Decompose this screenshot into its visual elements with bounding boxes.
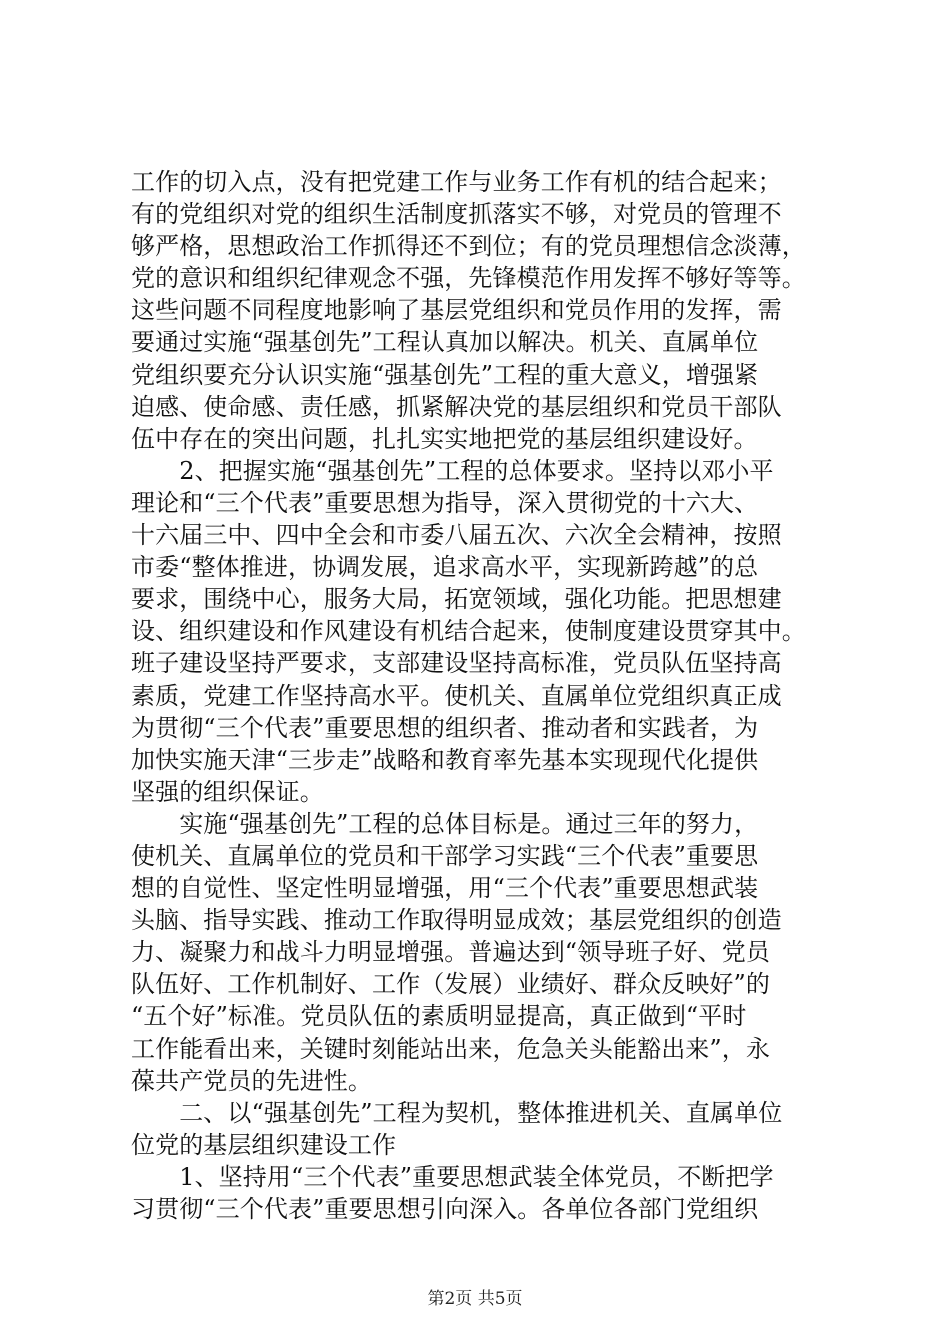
text-line: “五个好”标准。党员队伍的素质明显提高，真正做到“平时 (131, 1002, 747, 1031)
text-line: 头脑、指导实践、推动工作取得明显成效；基层党组织的创造 (131, 906, 782, 935)
text-line: 十六届三中、四中全会和市委八届五次、六次全会精神，按照 (131, 521, 782, 550)
page-number: 第2页 共5页 (427, 1289, 523, 1309)
text-line: 工作能看出来，关键时刻能站出来，危急关头能豁出来”，永 (131, 1034, 770, 1063)
body-text (131, 166, 831, 1225)
text-line: 理论和“三个代表”重要思想为指导，深入贯彻党的十六大、 (131, 488, 759, 517)
text-line: 伍中存在的突出问题，扎扎实实地把党的基层组织建设好。 (131, 424, 758, 453)
text-line: 够严格，思想政治工作抓得还不到位；有的党员理想信念淡薄， (131, 232, 806, 261)
text-line: 素质，党建工作坚持高水平。使机关、直属单位党组织真正成 (131, 681, 782, 710)
text-line: 想的自觉性、坚定性明显增强，用“三个代表”重要思想武装 (131, 874, 759, 903)
text-line: 党的意识和组织纪律观念不强，先锋模范作用发挥不够好等等。 (131, 264, 806, 293)
text-line: 位党的基层组织建设工作 (131, 1130, 397, 1159)
text-line: 这些问题不同程度地影响了基层党组织和党员作用的发挥，需 (131, 296, 782, 325)
text-line: 坚强的组织保证。 (131, 777, 324, 806)
text-line: 有的党组织对党的组织生活制度抓落实不够，对党员的管理不 (131, 200, 782, 229)
text-line: 实施“强基创先”工程的总体目标是。通过三年的努力， (131, 809, 759, 838)
text-line: 加快实施天津“三步走”战略和教育率先基本实现现代化提供 (131, 745, 759, 774)
text-line: 2、把握实施“强基创先”工程的总体要求。坚持以邓小平 (131, 456, 774, 485)
text-line: 设、组织建设和作风建设有机结合起来，使制度建设贯穿其中。 (131, 617, 806, 646)
text-line: 要通过实施“强基创先”工程认真加以解决。机关、直属单位 (131, 328, 759, 357)
text-line: 使机关、直属单位的党员和干部学习实践“三个代表”重要思 (131, 841, 759, 870)
text-line: 要求，围绕中心，服务大局，拓宽领域，强化功能。把思想建 (131, 585, 782, 614)
text-line: 葆共产党员的先进性。 (131, 1066, 372, 1095)
text-line: 党组织要充分认识实施“强基创先”工程的重大意义，增强紧 (131, 360, 759, 389)
text-line: 班子建设坚持严要求，支部建设坚持高标准，党员队伍坚持高 (131, 649, 782, 678)
text-line: 1、坚持用“三个代表”重要思想武装全体党员，不断把学 (131, 1162, 774, 1191)
text-line: 队伍好、工作机制好、工作（发展）业绩好、群众反映好”的 (131, 970, 770, 999)
text-line: 二、以“强基创先”工程为契机，整体推进机关、直属单位 (131, 1098, 783, 1127)
text-line: 迫感、使命感、责任感，抓紧解决党的基层组织和党员干部队 (131, 392, 782, 421)
text-line: 习贯彻“三个代表”重要思想引向深入。各单位各部门党组织 (131, 1195, 759, 1223)
text-line: 力、凝聚力和战斗力明显增强。普遍达到“领导班子好、党员 (131, 938, 770, 967)
text-line: 工作的切入点，没有把党建工作与业务工作有机的结合起来； (131, 168, 782, 196)
text-line: 为贯彻“三个代表”重要思想的组织者、推动者和实践者，为 (131, 713, 759, 742)
text-line: 市委“整体推进，协调发展，追求高水平，实现新跨越”的总 (131, 553, 759, 582)
page-footer (0, 1284, 950, 1309)
